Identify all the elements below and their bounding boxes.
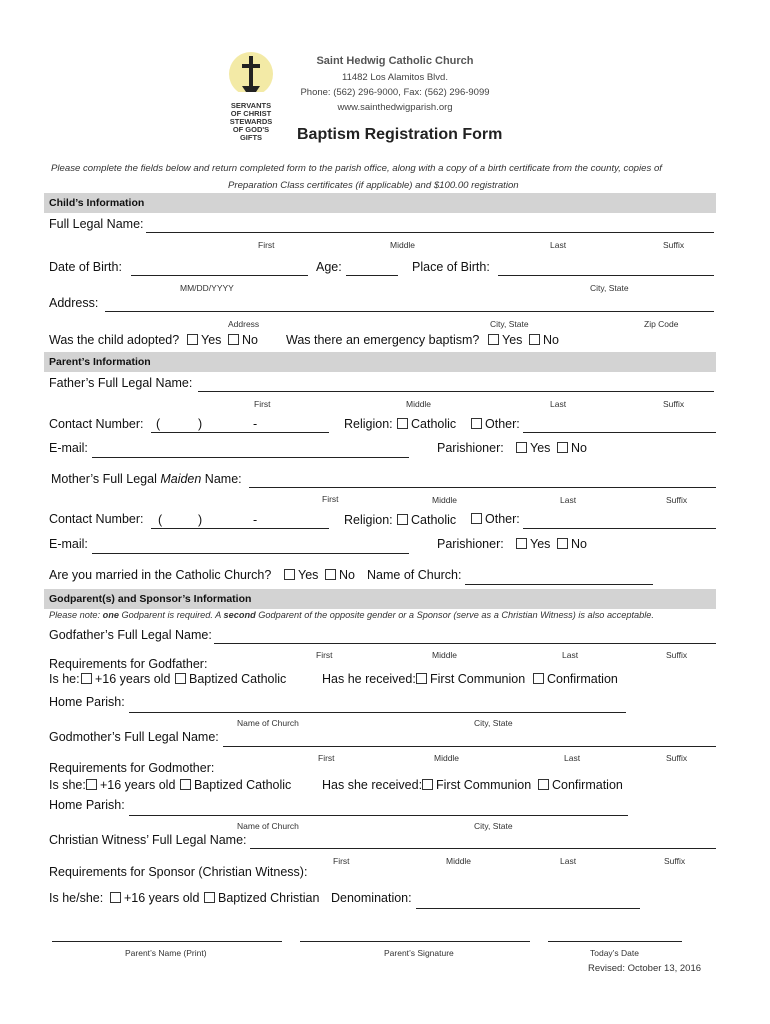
note-part: second <box>223 610 256 620</box>
paren-close: ) <box>198 513 203 527</box>
baptized-christian-label: Baptized Christian <box>218 891 320 905</box>
checkbox-icon[interactable] <box>86 779 97 790</box>
sub-first: First <box>258 240 275 250</box>
godfather-confirmation[interactable] <box>533 672 618 686</box>
other-label: Other: <box>485 417 520 431</box>
section-child: Child’s Information <box>44 193 716 213</box>
age-line[interactable] <box>346 275 398 276</box>
sub-first: First <box>333 856 350 866</box>
godfather-name-line[interactable] <box>214 643 716 644</box>
req-godmother: Requirements for Godmother: <box>49 761 215 775</box>
checkbox-icon[interactable] <box>416 673 427 684</box>
sub-suffix: Suffix <box>663 399 685 409</box>
sub-suffix: Suffix <box>666 753 688 763</box>
age-label: Age: <box>316 260 342 274</box>
note-part: Godparent is required. A <box>118 610 224 620</box>
sub-middle: Middle <box>390 240 416 250</box>
mother-parishioner-yes[interactable] <box>516 537 550 551</box>
no-label: No <box>571 441 587 455</box>
sub-first: First <box>316 650 333 660</box>
father-other-line[interactable] <box>523 432 716 433</box>
godfather-communion[interactable] <box>416 672 525 686</box>
communion-label: First Communion <box>436 778 532 792</box>
catholic-label: Catholic <box>411 513 457 527</box>
godmother-baptized[interactable] <box>180 778 291 792</box>
mother-other[interactable] <box>471 512 520 526</box>
godfather-parish-label: Home Parish: <box>49 695 125 709</box>
has-she-received: Has she received: <box>322 778 423 792</box>
checkbox-icon[interactable] <box>557 538 568 549</box>
mother-contact-label: Contact Number: <box>49 512 144 526</box>
mother-name-maiden: Maiden <box>160 472 202 486</box>
mother-religion-label: Religion: <box>344 513 393 527</box>
parent-signature-line[interactable] <box>300 941 530 942</box>
sixteen-label: +16 years old <box>124 891 200 905</box>
sub-suffix: Suffix <box>666 650 688 660</box>
sponsor-baptized[interactable] <box>204 891 319 905</box>
sub-first: First <box>254 399 271 409</box>
sub-city-state-birth: City, State <box>590 283 629 293</box>
section-godparents: Godparent(s) and Sponsor’s Information <box>44 589 716 609</box>
sub-first: First <box>322 494 339 504</box>
checkbox-icon[interactable] <box>228 334 239 345</box>
checkbox-icon[interactable] <box>325 569 336 580</box>
church-logo <box>222 48 280 142</box>
emergency-question: Was there an emergency baptism? <box>286 333 480 347</box>
godmother-parish-line[interactable] <box>129 815 628 816</box>
sub-first: First <box>318 753 335 763</box>
sub-last: Last <box>560 856 577 866</box>
checkbox-icon[interactable] <box>529 334 540 345</box>
checkbox-icon[interactable] <box>187 334 198 345</box>
godmother-parish-label: Home Parish: <box>49 798 125 812</box>
sub-last: Last <box>562 650 579 660</box>
checkbox-icon[interactable] <box>397 418 408 429</box>
sub-suffix: Suffix <box>663 240 685 250</box>
godfather-sixteen[interactable] <box>81 672 170 686</box>
godmother-name-label: Godmother’s Full Legal Name: <box>49 730 219 744</box>
sixteen-label: +16 years old <box>100 778 176 792</box>
father-other[interactable] <box>471 417 520 431</box>
checkbox-icon[interactable] <box>175 673 186 684</box>
mother-name-post: Name: <box>201 472 242 486</box>
section-parents: Parent’s Information <box>44 352 716 372</box>
married-yes[interactable] <box>284 568 318 582</box>
checkbox-icon[interactable] <box>397 514 408 525</box>
sponsor-sixteen[interactable] <box>110 891 199 905</box>
father-parishioner-no[interactable] <box>557 441 587 455</box>
confirmation-label: Confirmation <box>552 778 623 792</box>
mother-contact-line[interactable] <box>151 528 329 529</box>
sub-city-state: City, State <box>474 718 513 728</box>
baptized-label: Baptized Catholic <box>189 672 287 686</box>
checkbox-icon[interactable] <box>557 442 568 453</box>
mother-email-label: E-mail: <box>49 537 88 551</box>
sub-city-state: City, State <box>474 821 513 831</box>
church-name: Saint Hedwig Catholic Church <box>316 55 474 67</box>
checkbox-icon[interactable] <box>471 418 482 429</box>
sub-middle: Middle <box>406 399 432 409</box>
parents-name-print: Parent’s Name (Print) <box>125 948 207 958</box>
godparent-note <box>49 610 654 620</box>
father-parishioner-yes[interactable] <box>516 441 550 455</box>
father-email-line[interactable] <box>92 457 409 458</box>
sub-last: Last <box>550 240 567 250</box>
paren-close: ) <box>198 417 203 431</box>
catholic-label: Catholic <box>411 417 457 431</box>
godfather-baptized[interactable] <box>175 672 286 686</box>
mother-catholic[interactable] <box>397 513 456 527</box>
checkbox-icon[interactable] <box>110 892 121 903</box>
father-name-line[interactable] <box>198 391 714 392</box>
has-he-received: Has he received: <box>322 672 416 686</box>
sub-middle: Middle <box>434 753 460 763</box>
checkbox-icon[interactable] <box>180 779 191 790</box>
phone-dash: - <box>253 513 258 527</box>
sub-address: Address <box>228 319 260 329</box>
sub-suffix: Suffix <box>664 856 686 866</box>
no-label: No <box>242 333 258 347</box>
sub-last: Last <box>560 495 577 505</box>
yes-label: Yes <box>530 441 551 455</box>
father-religion-label: Religion: <box>344 417 393 431</box>
father-name-label: Father’s Full Legal Name: <box>49 376 193 390</box>
checkbox-icon[interactable] <box>81 673 92 684</box>
godfather-name-label: Godfather’s Full Legal Name: <box>49 628 212 642</box>
mother-other-line[interactable] <box>523 528 716 529</box>
note-part: Please note: <box>49 610 103 620</box>
parents-signature: Parent’s Signature <box>384 948 454 958</box>
mother-name-line[interactable] <box>249 487 716 488</box>
father-catholic[interactable] <box>397 417 456 431</box>
checkbox-icon[interactable] <box>422 779 433 790</box>
intro-line-1: Please complete the fields below and return completed form to the parish office, along with a copy of a birth certificate from the county, copies of <box>51 163 662 174</box>
sub-city-state-address: City, State <box>490 319 529 329</box>
sub-middle: Middle <box>432 650 458 660</box>
witness-name-label: Christian Witness’ Full Legal Name: <box>49 833 247 847</box>
father-parishioner-label: Parishioner: <box>437 441 504 455</box>
confirmation-label: Confirmation <box>547 672 618 686</box>
godmother-name-line[interactable] <box>223 746 716 747</box>
father-email-label: E-mail: <box>49 441 88 455</box>
yes-label: Yes <box>298 568 319 582</box>
req-godfather: Requirements for Godfather: <box>49 657 208 671</box>
note-part: one <box>102 610 119 620</box>
godmother-communion[interactable] <box>422 778 531 792</box>
denomination-label: Denomination: <box>331 891 412 905</box>
sub-last: Last <box>564 753 581 763</box>
mother-email-line[interactable] <box>92 553 409 554</box>
dob-line[interactable] <box>131 275 308 276</box>
checkbox-icon[interactable] <box>204 892 215 903</box>
godmother-sixteen[interactable] <box>86 778 175 792</box>
church-website[interactable]: www.sainthedwigparish.org <box>337 102 453 113</box>
no-label: No <box>339 568 355 582</box>
todays-date-line[interactable] <box>548 941 682 942</box>
sub-name-of-church: Name of Church <box>237 718 299 728</box>
no-label: No <box>543 333 559 347</box>
sub-zip: Zip Code <box>644 319 679 329</box>
godfather-parish-line[interactable] <box>129 712 626 713</box>
address-label: Address: <box>49 296 99 310</box>
denomination-line[interactable] <box>416 908 640 909</box>
checkbox-icon[interactable] <box>488 334 499 345</box>
todays-date: Today’s Date <box>590 948 639 958</box>
father-contact-label: Contact Number: <box>49 417 144 431</box>
married-no[interactable] <box>325 568 355 582</box>
church-address: 11482 Los Alamitos Blvd. <box>342 72 448 83</box>
checkbox-icon[interactable] <box>284 569 295 580</box>
note-part: Godparent of the opposite gender or a Sponsor (serve as a Christian Witness) is also acceptable. <box>255 610 654 620</box>
godmother-confirmation[interactable] <box>538 778 623 792</box>
baptized-label: Baptized Catholic <box>194 778 292 792</box>
sixteen-label: +16 years old <box>95 672 171 686</box>
child-name-label: Full Legal Name: <box>49 217 144 231</box>
place-of-birth-line[interactable] <box>498 275 714 276</box>
sub-name-of-church: Name of Church <box>237 821 299 831</box>
revised-date: Revised: October 13, 2016 <box>588 963 702 974</box>
sub-middle: Middle <box>446 856 472 866</box>
checkbox-icon[interactable] <box>516 538 527 549</box>
yes-label: Yes <box>502 333 523 347</box>
mother-parishioner-label: Parishioner: <box>437 537 504 551</box>
is-she-label: Is she: <box>49 778 86 792</box>
emergency-yes[interactable] <box>488 333 522 347</box>
checkbox-icon[interactable] <box>538 779 549 790</box>
mother-name-pre: Mother’s Full Legal <box>51 472 161 486</box>
req-sponsor: Requirements for Sponsor (Christian Witness): <box>49 865 308 879</box>
paren-open: ( <box>156 417 161 431</box>
adopted-yes[interactable] <box>187 333 221 347</box>
mother-name-label <box>51 472 242 486</box>
witness-name-line[interactable] <box>250 848 716 849</box>
is-he-label: Is he: <box>49 672 80 686</box>
name-of-church-line[interactable] <box>465 584 653 585</box>
address-line[interactable] <box>105 311 714 312</box>
other-label: Other: <box>485 512 520 526</box>
form-title: Baptism Registration Form <box>297 126 503 143</box>
child-name-line[interactable] <box>146 232 714 233</box>
logo-text: SERVANTS OF CHRIST STEWARDS OF GOD'S GIFTS <box>229 101 273 142</box>
married-question: Are you married in the Catholic Church? <box>49 568 272 582</box>
adopted-question: Was the child adopted? <box>49 333 180 347</box>
emergency-no[interactable] <box>529 333 559 347</box>
name-of-church-label: Name of Church: <box>367 568 462 582</box>
is-he-she-label: Is he/she: <box>49 891 104 905</box>
sub-mmddyyyy: MM/DD/YYYY <box>180 283 234 293</box>
intro-line-2: Preparation Class certificates (if applicable) and $100.00 registration <box>228 180 519 191</box>
parent-name-print-line[interactable] <box>52 941 282 942</box>
yes-label: Yes <box>530 537 551 551</box>
sub-last: Last <box>550 399 567 409</box>
dob-label: Date of Birth: <box>49 260 122 274</box>
paren-open: ( <box>158 513 163 527</box>
sub-middle: Middle <box>432 495 458 505</box>
mother-parishioner-no[interactable] <box>557 537 587 551</box>
communion-label: First Communion <box>430 672 526 686</box>
church-phone: Phone: (562) 296-9000, Fax: (562) 296-9099 <box>300 87 490 98</box>
father-contact-line[interactable] <box>151 432 329 433</box>
phone-dash: - <box>253 417 258 431</box>
sub-suffix: Suffix <box>666 495 688 505</box>
yes-label: Yes <box>201 333 222 347</box>
checkbox-icon[interactable] <box>533 673 544 684</box>
place-of-birth-label: Place of Birth: <box>412 260 490 274</box>
no-label: No <box>571 537 587 551</box>
checkbox-icon[interactable] <box>516 442 527 453</box>
checkbox-icon[interactable] <box>471 513 482 524</box>
adopted-no[interactable] <box>228 333 258 347</box>
